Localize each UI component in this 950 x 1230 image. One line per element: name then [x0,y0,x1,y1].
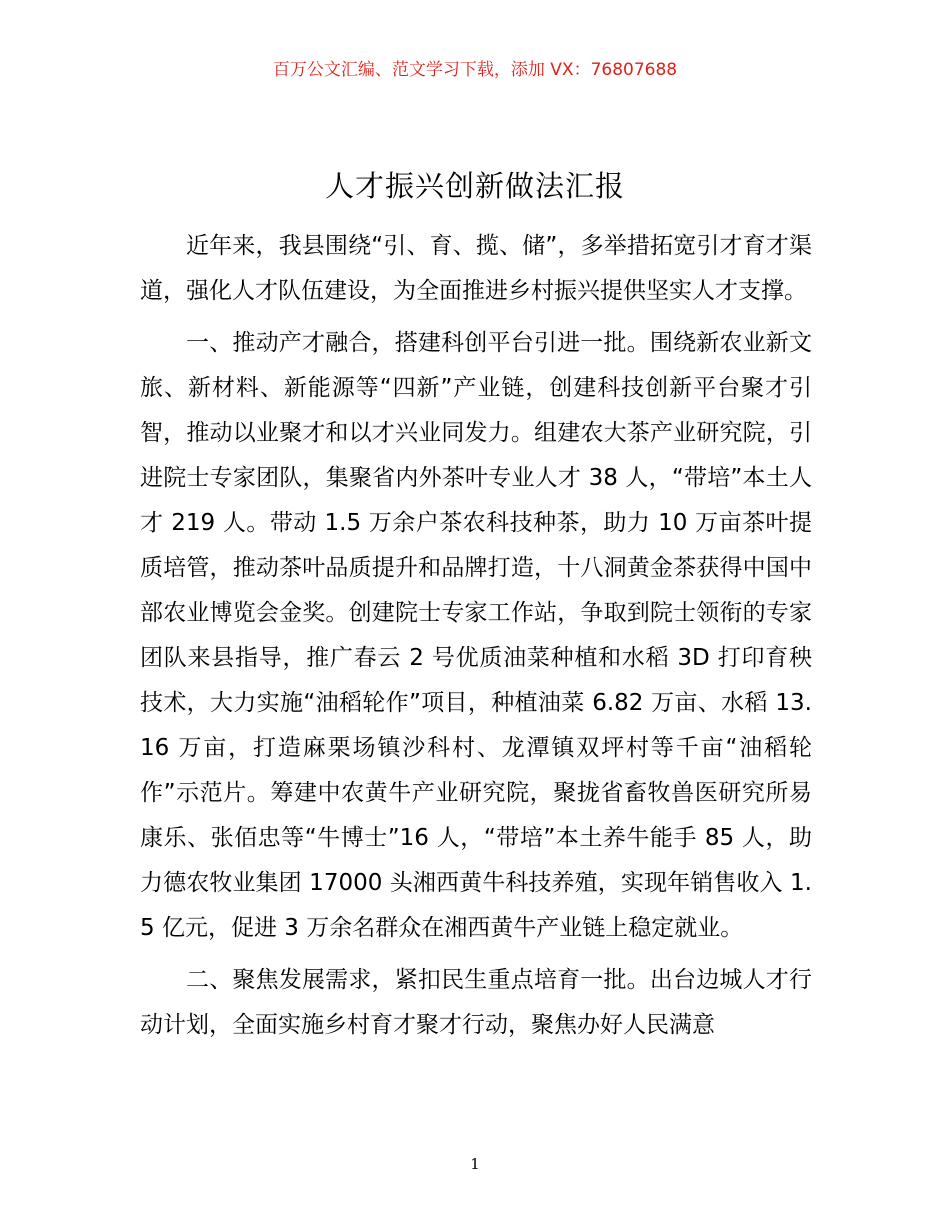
header-note: 百万公文汇编、范文学习下载，添加 VX：76807688 [272,60,678,80]
document-body [140,224,812,1048]
page-number: 1 [470,1155,480,1173]
document-title: 人才振兴创新做法汇报 [324,169,625,203]
section-two-paragraph: 二、聚焦发展需求，紧扣民生重点培育一批。出台边城人才行动计划，全面实施乡村育才聚才行动，聚焦办好人民满意 [140,967,812,1038]
section-one-paragraph: 一、推动产才融合，搭建科创平台引进一批。围绕新农业新文旅、新材料、新能源等“四新”产业链，创建科技创新平台聚才引智，推动以业聚才和以才兴业同发力。组建农大茶产业研究院，引进院士专家团队，集聚省内外茶叶专业人才 38 人，“带培”本土人才 219 人。带动 1.5 万余户茶农科技种茶，助力 10 万亩茶叶提质培管，推动茶叶品质提升和品牌打造，十八洞黄金茶获得中国中部农业博览会金奖。创建院士专家工作站，争取到院士领衔的专家团队来县指导，推广春云 2 号优质油菜种植和水稻 3D 打印育秧技术，大力实施“油稻轮作”项目，种植油菜 6.82 万亩、水稻 13.16 万亩，打造麻栗场镇沙科村、龙潭镇双坪村等千亩“油稻轮作”示范片。筹建中农黄牛产业研究院，聚拢省畜牧兽医研究所易康乐、张佰忠等“牛博士”16 人，“带培”本土养牛能手 85 人，助力德农牧业集团 17000 头湘西黄牛科技养殖，实现年销售收入 1.5 亿元，促进 3 万余名群众在湘西黄牛产业链上稳定就业。 [140,330,812,941]
intro-paragraph: 近年来，我县围绕“引、育、揽、储”，多举措拓宽引才育才渠道，强化人才队伍建设，为全面推进乡村振兴提供坚实人才支撑。 [140,233,812,304]
